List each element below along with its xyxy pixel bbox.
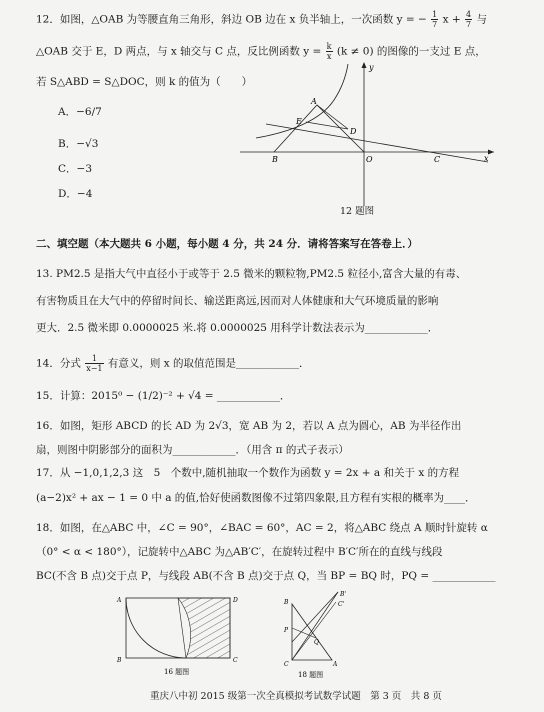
- arc: [126, 598, 186, 658]
- label-c: C: [434, 155, 441, 164]
- label-y: y: [369, 63, 374, 72]
- q17-line1: 17．从 −1,0,1,2,3 这 5 个数中,随机抽取一个数作为函数 y = 2x + a 和关于 x 的方程: [36, 467, 460, 479]
- q17-line2: (a−2)x² + ax − 1 = 0 中 a 的值,恰好使函数图像不过第四象限,且方程有实根的概率为____．: [36, 492, 476, 504]
- label-c: C: [233, 657, 238, 664]
- q12-option-d: D．−4: [58, 188, 93, 200]
- q16-figure-caption: 16 题图: [164, 668, 190, 676]
- label-b: B: [117, 657, 122, 664]
- q12-option-a: A．−6/7: [58, 106, 102, 118]
- q13-line2: 有害物质且在大气中的停留时间长、输送距离远,因而对人体健康和大气环境质量的影响: [36, 295, 439, 307]
- q12-line1: [36, 10, 487, 29]
- q18-line2: （0° < α < 180°），记旋转中△ABC 为△AB′C′，在旋转过程中 B′C′所在的直线与线段: [36, 546, 443, 558]
- q12-frac2: $\frac{4}{7}$: [466, 10, 472, 29]
- q14-frac: $\frac{1}{x-1}$: [86, 354, 103, 373]
- q18-line1: 18．如图，在△ABC 中，∠C = 90°，∠BAC = 60°，AC = 2，将△ABC 绕点 A 顺时针旋转 α: [36, 522, 488, 534]
- y-axis-arrow: [362, 62, 367, 68]
- label-o: O: [366, 155, 373, 164]
- label-b-prime: B': [340, 591, 347, 598]
- q12-figure-caption: 12 题图: [340, 206, 375, 217]
- label-a: A: [117, 597, 122, 604]
- q16-figure: [112, 594, 242, 678]
- x-axis-arrow: [488, 150, 494, 155]
- section-heading: 二、填空题（本大题共 6 小题，每小题 4 分，共 24 分．请将答案写在答卷上．）: [36, 238, 418, 250]
- label-b: B: [272, 155, 278, 164]
- q15: 15．计算：2015⁰ − (1/2)⁻² + √4 = ____________．: [36, 390, 291, 402]
- shaded-region: [178, 598, 230, 658]
- q14: [36, 354, 309, 373]
- q16-line1: 16．如图，矩形 ABCD 的长 AD 为 2√3，宽 AB 为 2，若以 A 点为圆心，AB 为半径作出: [36, 420, 462, 432]
- q12-line2-end: (k ≠ 0) 的图像的一支过 E 点，: [336, 45, 486, 58]
- q12-line1-text: 12．如图，△OAB 为等腰直角三角形，斜边 OB 边在 x 负半轴上，一次函数 y = −: [36, 13, 427, 26]
- q18-line3: BC(不含 B 点)交于点 P，与线段 AB(不含 B 点)交于点 Q，当 BP = BQ 时，PQ = ____________: [36, 570, 496, 582]
- label-q: Q: [314, 639, 319, 646]
- label-p: P: [284, 627, 289, 634]
- q12-line1-end: 与: [476, 13, 487, 26]
- q12-option-c: C．−3: [58, 163, 93, 175]
- label-e: E: [296, 117, 302, 126]
- q18-figure-caption: 18 题图: [298, 671, 324, 679]
- label-d: D: [233, 597, 238, 604]
- q12-line2: [36, 42, 486, 61]
- label-d: D: [350, 127, 357, 136]
- q12-figure: [236, 60, 498, 210]
- q12-frac1: $\frac{1}{7}$: [432, 10, 438, 29]
- label-a: A: [311, 97, 317, 106]
- q13-line1: 13. PM2.5 是指大气中直径小于或等于 2.5 微米的颗粒物,PM2.5 粒径小,富含大量的有毒、: [36, 268, 467, 280]
- page-footer: 重庆八中初 2015 级第一次全真模拟考试数学试题 第 3 页 共 8 页: [150, 691, 442, 702]
- q16-line2: 扇，则图中阴影部分的面积为____________．（用含 π 的式子表示）: [36, 444, 349, 456]
- segment-ad: [317, 105, 348, 129]
- label-b: B: [284, 599, 289, 606]
- label-x: x: [484, 154, 489, 163]
- q18-figure: [276, 588, 376, 680]
- segment-ed: [306, 122, 348, 129]
- q12-line2-text: △OAB 交于 E，D 两点，与 x 轴交与 C 点，反比例函数 y =: [36, 45, 322, 58]
- label-a: A: [333, 661, 338, 668]
- q14-start: 14．分式: [36, 357, 81, 370]
- label-c-prime: C': [338, 601, 345, 608]
- label-c: C: [284, 661, 289, 668]
- segment-b-prime-c-prime: [292, 592, 338, 642]
- q13-line3: 更大．2.5 微米即 0.0000025 米.将 0.0000025 用科学计数法表示为____________．: [36, 322, 439, 334]
- q14-end: 有意义，则 x 的取值范围是____________．: [107, 357, 310, 370]
- q12-line3: 若 S△ABD = S△DOC，则 k 的值为（ ）: [36, 76, 253, 88]
- q12-option-b: B．−√3: [58, 138, 99, 150]
- segment-ab-prime: [292, 592, 338, 660]
- linear-function-line: [266, 124, 488, 162]
- q12-frac3: $\frac{k}{x}$: [326, 42, 332, 61]
- q12-line1-mid: x +: [442, 13, 461, 26]
